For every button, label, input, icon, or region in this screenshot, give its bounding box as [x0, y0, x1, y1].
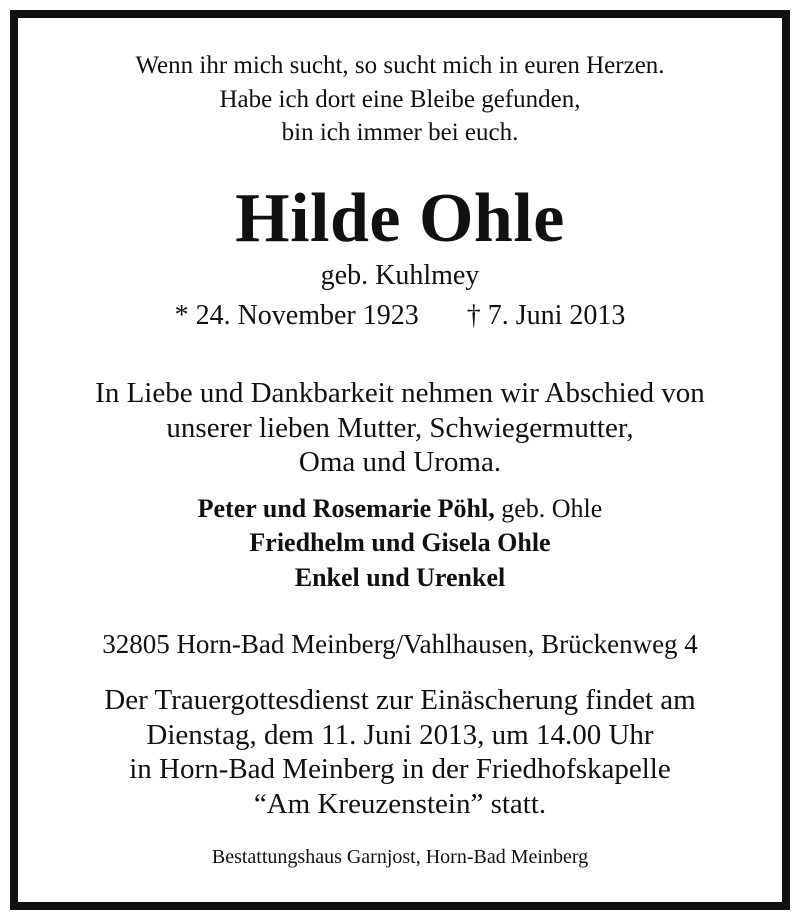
family-names-1: Peter und Rosemarie Pöhl, — [197, 494, 495, 523]
born-name: geb. Kuhlmey — [320, 260, 480, 291]
service-line-3: in Horn-Bad Meinberg in der Friedhofskapelle — [129, 753, 671, 785]
family-line-3 — [0, 565, 800, 591]
family-names-2: Friedhelm und Gisela Ohle — [249, 528, 551, 557]
family-born-name: geb. Ohle — [494, 494, 603, 523]
service-line-1: Der Trauergottesdienst zur Einäscherung findet am — [104, 684, 696, 716]
motto-line-2: Habe ich dort eine Bleibe gefunden, — [219, 86, 581, 113]
birth-date: * 24. November 1923 — [174, 300, 419, 331]
life-dates — [0, 302, 800, 330]
death-date: † 7. Juni 2013 — [466, 300, 626, 331]
address: 32805 Horn-Bad Meinberg/Vahlhausen, Brückenweg 4 — [102, 629, 698, 659]
motto-line-1: Wenn ihr mich sucht, so sucht mich in euren Herzen. — [135, 52, 665, 79]
motto-line-3: bin ich immer bei euch. — [281, 119, 519, 146]
farewell-line-1: In Liebe und Dankbarkeit nehmen wir Abschied von — [95, 377, 705, 409]
family-line-2 — [0, 530, 800, 556]
undertaker: Bestattungshaus Garnjost, Horn-Bad Meinberg — [211, 846, 589, 868]
service-line-4: “Am Kreuzenstein” statt. — [253, 788, 547, 820]
farewell-line-2: unserer lieben Mutter, Schwiegermutter, — [166, 412, 634, 444]
family-names-3: Enkel und Urenkel — [294, 563, 506, 592]
service-line-2: Dienstag, dem 11. Juni 2013, um 14.00 Uhr — [146, 719, 654, 751]
farewell-line-3: Oma und Uroma. — [298, 446, 502, 478]
deceased-name: Hilde Ohle — [235, 180, 565, 257]
family-line-1 — [0, 496, 800, 522]
